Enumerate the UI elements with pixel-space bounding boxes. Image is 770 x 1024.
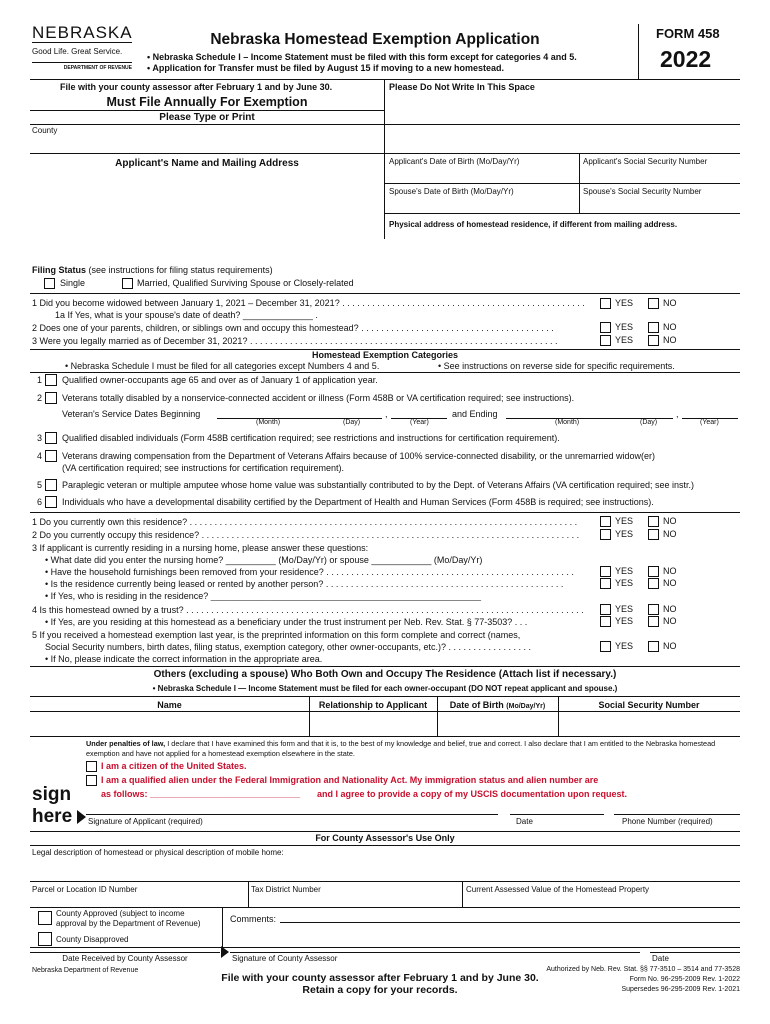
date-received-label: Date Received by County Assessor [62,954,188,963]
spouse-ssn-field[interactable] [581,198,739,213]
applicant-dob-label: Applicant's Date of Birth (Mo/Day/Yr) [389,157,520,166]
furnishings-no-checkbox[interactable] [648,566,659,577]
phone-number-label: Phone Number (required) [622,817,713,826]
categories-note-instructions: • See instructions on reverse side for specific requirements. [438,361,675,371]
uscis-agreement: and I agree to provide a copy of my USCIS documentation upon request. [317,789,628,799]
county-approved-label [56,909,201,929]
married-yes-checkbox[interactable] [600,335,611,346]
own-yes-label: YES [615,516,634,526]
assessor-arrow-icon [221,946,229,958]
header-note-transfer: • Application for Transfer must be filed by August 15 if moving to a new homestead. [147,63,505,73]
category-4-checkbox[interactable] [45,450,57,462]
physical-address-field[interactable] [386,232,738,262]
applicant-signature-field[interactable] [86,814,498,815]
question-widowed: 1 Did you become widowed between January 1, 2021 – December 31, 2021? . . . . . . . . . . . . . . . . . . . . . . . . . . . . . . . . . . . . . . . . . . . . . . . . . [32,298,585,308]
own-no-label: NO [663,516,677,526]
signature-label: Signature of Applicant (required) [88,817,203,826]
category-4-text: Veterans drawing compensation from the Department of Veterans Affairs because of 100% service-connected disability, or the unremarried widow(er) [62,451,655,461]
category-number: 6 [37,497,43,507]
spouse-dob-label: Spouse's Date of Birth (Mo/Day/Yr) [389,187,514,196]
assessed-value-label: Current Assessed Value of the Homestead Property [466,885,650,894]
own-yes-checkbox[interactable] [600,516,611,527]
category-4-text-cont: (VA certification required; see instructions for certification requirement). [62,463,344,473]
filing-married-label: Married, Qualified Surviving Spouse or Closely-related [137,278,354,288]
leased-yes-label: YES [615,578,634,588]
family-yes-checkbox[interactable] [600,322,611,333]
beneficiary-yes-checkbox[interactable] [600,616,611,627]
trust-no-checkbox[interactable] [648,604,659,615]
category-2-text: Veterans totally disabled by a nonservice-connected accident or illness (Form 458B or VA certification required; see instructions). [62,393,575,403]
form-number: FORM 458 [656,26,720,41]
type-or-print: Please Type or Print [159,112,255,123]
service-and-ending-label: and Ending [452,409,498,419]
applicant-name-address-label: Applicant's Name and Mailing Address [115,158,299,169]
filing-status-heading [32,265,273,275]
filing-single-checkbox[interactable] [44,278,55,289]
end-year-caption: (Year) [700,419,719,426]
beneficiary-no-label: NO [663,616,677,626]
furnishings-yes-checkbox[interactable] [600,566,611,577]
widowed-yes-checkbox[interactable] [600,298,611,309]
footer-authorization: Authorized by Neb. Rev. Stat. §§ 77-3510 – 3514 and 77-3528 [546,966,740,973]
filing-status-note: (see instructions for filing status requirements) [88,265,273,275]
family-yes-label: YES [615,322,634,332]
applicant-ssn-label: Applicant's Social Security Number [583,157,708,166]
alien-status-field[interactable]: as follows: ______________________________ [101,789,301,799]
filing-single-label: Single [60,278,86,288]
header-rule [30,79,740,80]
others-col-name: Name [157,700,182,710]
others-title: Others (excluding a spouse) Who Both Own and Occupy The Residence (Attach list if necessary.) [153,669,617,680]
occupy-yes-checkbox[interactable] [600,529,611,540]
married-no-label: NO [663,335,677,345]
citizen-label: I am a citizen of the United States. [101,761,247,771]
file-with-note: File with your county assessor after February 1 and by June 30. [60,82,333,92]
county-approved-checkbox[interactable] [38,911,52,925]
form-title: Nebraska Homestead Exemption Application [210,31,540,48]
occupy-no-label: NO [663,529,677,539]
category-number: 1 [37,375,43,385]
question-preprinted-info-cont: Social Security numbers, birth dates, filing status, exemption category, other owner-occupants, etc.)? . . . . . . . . . . . . . . . . . [45,642,532,652]
footer-file-with: File with your county assessor after February 1 and by June 30. [221,972,539,984]
applicant-name-address-field[interactable] [32,172,382,262]
nursing-home-entry-date: • What date did you enter the nursing home? __________ (Mo/Day/Yr) or spouse ____________ (Mo/Day/Yr) [45,555,483,565]
preprinted-no-checkbox[interactable] [648,641,659,652]
category-2-checkbox[interactable] [45,392,57,404]
widowed-no-checkbox[interactable] [648,298,659,309]
leased-no-label: NO [663,578,677,588]
leased-yes-checkbox[interactable] [600,578,611,589]
here-word: here [32,806,73,827]
qualified-alien-checkbox[interactable] [86,775,97,786]
assessor-date-label: Date [652,954,669,963]
furnishings-no-label: NO [663,566,677,576]
preprinted-correction-note: • If No, please indicate the correct information in the appropriate area. [45,654,323,664]
trust-yes-label: YES [615,604,634,614]
header-divider [638,24,639,79]
sign-here-arrow-icon [77,810,86,824]
county-approved-line-1: County Approved (subject to income [56,909,185,918]
applicant-dob-field[interactable] [386,168,578,184]
spouse-dob-field[interactable] [386,198,578,213]
service-dates-beginning-label: Veteran's Service Dates Beginning [62,409,201,419]
end-month-caption: (Month) [555,419,580,426]
preprinted-no-label: NO [663,641,677,651]
category-5-checkbox[interactable] [45,479,57,491]
comments-field[interactable] [280,922,740,923]
phone-number-field[interactable] [614,814,740,815]
physical-address-label: Physical address of homestead residence, if different from mailing address. [389,220,678,229]
occupy-yes-label: YES [615,529,634,539]
married-no-checkbox[interactable] [648,335,659,346]
trust-no-label: NO [663,604,677,614]
logo-department: DEPARTMENT OF REVENUE [32,62,132,71]
category-number: 2 [37,393,43,403]
category-number: 5 [37,480,43,490]
logo-tagline: Good Life. Great Service. [32,47,123,56]
question-who-resides: • If Yes, who is residing in the residence? ______________________________________________________ [45,591,482,601]
date-received-field[interactable] [30,952,220,953]
comments-label: Comments: [230,914,277,924]
beneficiary-no-checkbox[interactable] [648,616,659,627]
question-trust-owned: 4 Is this homestead owned by a trust? . . . . . . . . . . . . . . . . . . . . . . . . . . . . . . . . . . . . . . . . . . . . . . . . . . . . . . . . . . . . . . . . . . . . . . . . . . . . . . . . [32,605,584,615]
category-number: 4 [37,451,43,461]
categories-note-schedule: • Nebraska Schedule I must be filed for all categories except Numbers 4 and 5. [65,361,380,371]
footer-retain-copy: Retain a copy for your records. [302,984,458,996]
furnishings-yes-label: YES [615,566,634,576]
category-1-checkbox[interactable] [45,374,57,386]
category-number: 3 [37,433,43,443]
categories-title: Homestead Exemption Categories [311,350,459,360]
widowed-no-label: NO [663,298,677,308]
footer-department: Nebraska Department of Revenue [32,967,139,974]
category-1-text: Qualified owner-occupants age 65 and over as of January 1 of application year. [62,375,378,385]
question-furnishings-removed: • Have the household furnishings been removed from your residence? . . . . . . . . . . . . . . . . . . . . . . . . . . . . . . . . . . . . . . . . . . . . . . . . . . [45,567,574,577]
others-col-dob [437,700,558,710]
category-5-text: Paraplegic veteran or multiple amputee whose home value was substantially contributed to by the Dept. of Veterans Affairs (VA certification required; see instr.) [62,480,695,490]
occupy-no-checkbox[interactable] [648,529,659,540]
filing-married-checkbox[interactable] [122,278,133,289]
married-yes-label: YES [615,335,634,345]
header-note-schedule: • Nebraska Schedule I – Income Statement must be filed with this form except for categories 4 and 5. [147,52,577,62]
others-col-dob-format: (Mo/Day/Yr) [506,703,546,710]
spouse-ssn-label: Spouse's Social Security Number [583,187,702,196]
footer-form-number: Form No. 96-295-2009 Rev. 1-2022 [629,976,740,983]
perjury-statement [86,739,742,758]
county-disapproved-checkbox[interactable] [38,932,52,946]
tax-district-label: Tax District Number [251,885,321,894]
leased-no-checkbox[interactable] [648,578,659,589]
end-day-caption: (Day) [640,419,658,426]
begin-month-caption: (Month) [256,419,281,426]
logo-text: NEBRASKA [32,23,133,42]
assessor-date-field[interactable] [650,952,740,953]
others-col-dob-label: Date of Birth [449,700,504,710]
trust-yes-checkbox[interactable] [600,604,611,615]
perjury-text-2: to the Nebraska homestead exemption and have not applied for a homestead exemption elsewhere in the state. [86,739,716,758]
family-no-checkbox[interactable] [648,322,659,333]
begin-day-caption: (Day) [343,419,361,426]
preprinted-yes-checkbox[interactable] [600,641,611,652]
do-not-write-label: Please Do Not Write In This Space [389,82,535,92]
family-no-label: NO [663,322,677,332]
beneficiary-yes-label: YES [615,616,634,626]
question-occupy-residence: 2 Do you currently occupy this residence? . . . . . . . . . . . . . . . . . . . . . . . . . . . . . . . . . . . . . . . . . . . . . . . . . . . . . . . . . . . . . . . . . . . . . . . . . . . . [32,530,580,540]
question-residence-leased: • Is the residence currently being leased or rented by another person? . . . . . . . . . . . . . . . . . . . . . . . . . . . . . . . . . . . . . . . . . . . . . . . . [45,579,564,589]
assessor-signature-label: Signature of County Assessor [232,954,338,963]
legal-description-field[interactable] [32,858,738,880]
county-label: County [32,126,58,135]
sign-word: sign [32,784,72,805]
others-table-row[interactable] [30,712,740,736]
preprinted-yes-label: YES [615,641,634,651]
perjury-bold: Under penalties of law, [86,739,166,748]
category-6-checkbox[interactable] [45,496,57,508]
question-preprinted-info: 5 If you received a homestead exemption last year, is the preprinted information on this form complete and correct (names, [32,630,521,640]
question-family-occupy: 2 Does one of your parents, children, or siblings own and occupy this homestead? . . . . . . . . . . . . . . . . . . . . . . . . . . . . . . . . . . . . . . . [32,323,554,333]
signature-date-label: Date [516,817,533,826]
form-year: 2022 [660,46,712,72]
must-file-annually: Must File Annually For Exemption [106,95,308,109]
begin-year-caption: (Year) [410,419,429,426]
question-trust-beneficiary: • If Yes, are you residing at this homestead as a beneficiary under the trust instrument per Neb. Rev. Stat. § 77-3503? . . . [45,617,528,627]
question-own-residence: 1 Do you currently own this residence? . . . . . . . . . . . . . . . . . . . . . . . . . . . . . . . . . . . . . . . . . . . . . . . . . . . . . . . . . . . . . . . . . . . . . . . . . . . . . . [32,517,578,527]
others-col-relationship: Relationship to Applicant [318,700,428,710]
category-3-checkbox[interactable] [45,432,57,444]
citizen-checkbox[interactable] [86,761,97,772]
assessor-signature-field[interactable] [230,952,640,953]
category-3-text: Qualified disabled individuals (Form 458B certification required; see restrictions and instructions for certification requirement). [62,433,560,443]
filing-status-label: Filing Status [32,265,86,275]
signature-date-field[interactable] [510,814,604,815]
parcel-id-label: Parcel or Location ID Number [32,885,138,894]
perjury-text-1: I declare that I have examined this form and that it is, to the best of my knowledge and belief, true and correct. I also declare that I am entitled [167,739,624,748]
footer-supersedes: Supersedes 96-295-2009 Rev. 1-2021 [621,986,740,993]
category-6-text: Individuals who have a developmental disability certified by the Department of Health and Human Services (Form 458B is required; see instructions). [62,497,654,507]
county-approved-line-2: approval by the Department of Revenue) [56,919,201,928]
others-col-ssn: Social Security Number [598,700,700,710]
nebraska-logo [32,24,132,71]
county-disapproved-label: County Disapproved [56,935,129,944]
spouse-date-of-death: 1a If Yes, what is your spouse's date of death? ______________ . [55,310,318,320]
legal-description-label: Legal description of homestead or physical description of mobile home: [32,848,284,857]
qualified-alien-label: I am a qualified alien under the Federal Immigration and Nationality Act. My immigration status and alien number are [101,775,599,785]
county-use-title: For County Assessor's Use Only [315,833,455,843]
question-married: 3 Were you legally married as of December 31, 2021? . . . . . . . . . . . . . . . . . . . . . . . . . . . . . . . . . . . . . . . . . . . . . . . . . . . . . . . . . . . . . . [32,336,558,346]
own-no-checkbox[interactable] [648,516,659,527]
others-note: • Nebraska Schedule I — Income Statement must be filed for each owner-occupant (DO NOT repeat applicant and spouse.) [152,684,618,693]
question-nursing-home: 3 If applicant is currently residing in a nursing home, please answer these questions: [32,543,369,553]
widowed-yes-label: YES [615,298,634,308]
applicant-ssn-field[interactable] [581,168,739,184]
